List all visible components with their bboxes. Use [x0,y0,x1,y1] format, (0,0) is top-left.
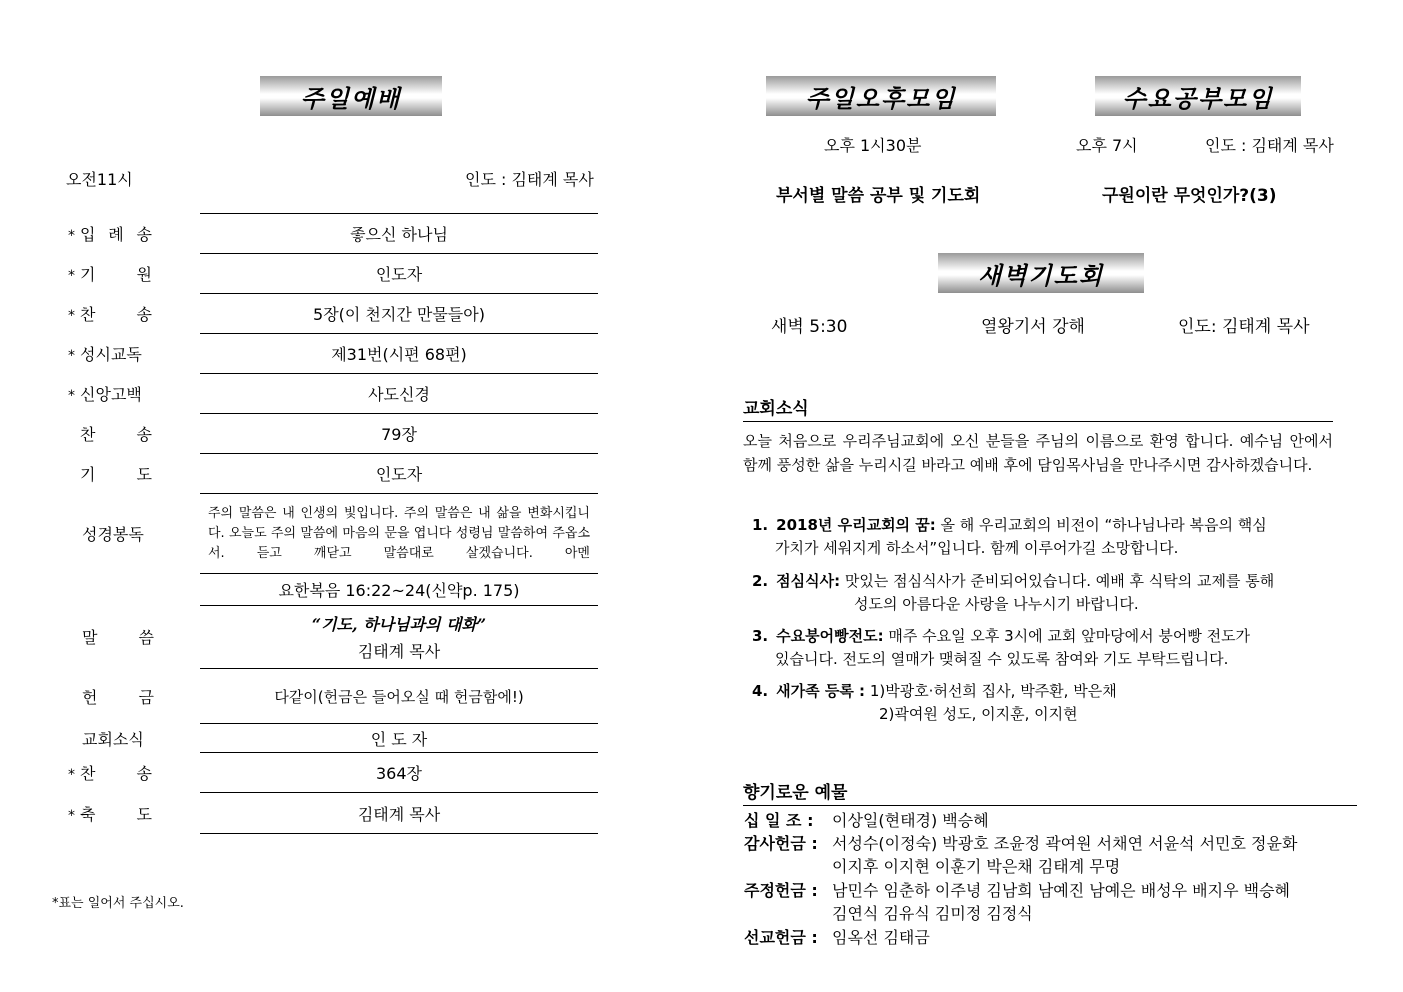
wednesday-topic: 구원이란 무엇인가?(3) [1102,186,1277,206]
news-cell [200,724,598,752]
offering-row [744,879,1290,925]
order-row [60,253,600,293]
news-value: 인 도 자 [370,729,428,749]
order-row [60,373,600,413]
news-item-title: 2018년 우리교회의 꿈: [776,516,936,534]
offerings-heading: 향기로운 예물 [743,778,1357,806]
order-label-text: 신 앙 고 백 [80,384,142,404]
sermon-title: “기도, 하나님과의 대화” [311,615,487,634]
news-item: 2. 점심식사: 맛있는 점심식사가 준비되어있습니다. 예배 후 식탁의 교제를 통해 성도의 아름다운 사랑을 나누시기 바랍니다. [752,572,1275,613]
offering-names: 이지후 이지현 이훈기 박은채 김태계 무명 [832,857,1121,876]
blessing-cell [200,792,598,834]
order-label: * 성 시 교 독 [60,342,200,365]
offering-value: 다같이(헌금은 들어오실 때 헌금함에!) [274,687,524,706]
order-value: 79장 [200,413,598,453]
worship-order-table [60,213,600,834]
news-item: 1. 2018년 우리교회의 꿈: 올 해 우리교회의 비전이 “하나님나라 복음의 핵심 가치가 세워지게 하소서”입니다. 함께 이루어가길 소망합니다. [752,516,1267,557]
church-news-heading: 교회소식 [743,394,1333,422]
offering-row [744,926,930,949]
order-row [60,213,600,253]
order-row-offering [60,668,600,724]
sunday-time: 오전11시 [66,170,133,189]
order-row-sermon [60,605,600,668]
order-label: * 찬 송 [60,302,200,325]
sunday-leader: 인도 : 김태계 목사 [465,170,594,189]
wednesday-title: 수요공부모임 [1095,76,1301,116]
order-label: * 기 원 [60,262,200,285]
offering-row [744,832,1297,878]
offering-names: 이상일(현태경) 백승혜 [832,811,989,830]
order-value: 5장(이 천지간 만물들아) [200,293,598,333]
church-news-intro: 오늘 처음으로 우리주님교회에 오신 분들을 주님의 이름으로 환영 합니다. 예수님 안에서 함께 풍성한 삶을 누리시길 바라고 예배 후에 담임목사님을 만나주시면 감사하겠습니다. [743,432,1333,474]
offering-label: 주정헌금 : [744,881,818,900]
order-label-text: 성 시 교 독 [80,344,142,364]
order-label [60,462,200,485]
offering-names: 남민수 임춘하 이주녕 김남희 남예진 남예은 배성우 배지우 백승혜 [832,881,1291,900]
order-row-reading [60,493,600,573]
order-row [60,453,600,493]
offering-label: 십 일 조 : [744,811,814,830]
order-label: * 신 앙 고 백 [60,382,200,405]
news-item: 4. 새가족 등록 : 1)박광호·허선희 집사, 박주환, 박은채 2)곽여원 성도, 이지훈, 이지현 [752,682,1117,723]
sermon-preacher: 김태계 목사 [357,642,441,661]
news-item: 3. 수요붕어빵전도: 매주 수요일 오후 3시에 교회 앞마당에서 붕어빵 전도가 있습니다. 전도의 열매가 맺혀질 수 있도록 참여와 기도 부탁드립니다. [752,627,1251,668]
order-label-text: 기 도 [80,464,152,484]
order-label: * 입 례 송 [60,222,200,245]
afternoon-time: 오후 1시30분 [824,136,922,155]
news-item-title: 점심식사: [776,572,841,590]
passage: 요한복음 16:22~24(신약p. 175) [278,581,520,600]
sunday-worship-title: 주일예배 [260,76,442,116]
dawn-topic: 열왕기서 강해 [981,317,1085,337]
order-value: 인도자 [200,253,598,293]
news-item-title: 새가족 등록 : [776,682,866,700]
order-label: 말 씀 [82,628,154,647]
order-row-hymn2: * 찬 송 364장 [60,752,600,792]
order-row [60,333,600,373]
order-label-text: 입 례 송 [80,224,152,244]
order-label-text: 찬 송 [80,304,152,324]
order-label-text: 찬 송 [80,424,152,444]
passage-cell [200,573,598,605]
order-row-news [60,724,600,752]
hymn2-value: 364장 [376,764,422,783]
offering-cell [200,668,598,724]
order-value: 제31번(시편 68편) [200,333,598,373]
dawn-title: 새벽기도회 [938,253,1144,293]
reading-desc-cell [200,493,598,573]
order-row [60,413,600,453]
order-row-passage [60,573,600,605]
hymn2-cell [200,752,598,792]
dawn-time: 새벽 5:30 [771,317,848,337]
offering-names: 임옥선 김태금 [832,928,930,947]
wednesday-time: 오후 7시 [1076,136,1138,155]
news-item-title: 수요붕어빵전도: [776,627,884,645]
order-label [60,422,200,445]
reading-desc: 주의 말씀은 내 인생의 빛입니다. 주의 말씀은 내 삶을 변화시킵니다. 오늘도 주의 말씀에 마음의 문을 엽니다 성령님 말씀하여 주옵소서. 듣고 깨닫고 말씀대로 살겠습니다. 아멘 [208,505,590,561]
order-label-text: 기 원 [80,264,152,284]
afternoon-topic: 부서별 말씀 공부 및 기도회 [776,186,981,206]
order-row [60,293,600,333]
sermon-cell [200,605,598,668]
order-label: 헌 금 [82,687,154,707]
order-label: 축 도 [80,804,152,824]
offering-names: 서성수(이정숙) 박광호 조윤정 곽여원 서채연 서윤석 서민호 정윤화 [832,834,1298,853]
order-value: 사도신경 [200,373,598,413]
order-value: 인도자 [200,453,598,493]
standing-footnote: *표는 일어서 주십시오. [52,896,184,911]
order-label: 교회소식 [82,729,144,749]
afternoon-title: 주일오후모임 [766,76,996,116]
offering-names: 김연식 김유식 김미정 김정식 [832,904,1033,923]
blessing-value: 김태계 목사 [357,804,441,824]
order-row-blessing: * 축 도 김태계 목사 [60,792,600,834]
wednesday-leader: 인도 : 김태계 목사 [1205,136,1334,155]
offering-row [744,809,989,832]
offering-label: 감사헌금 : [744,834,818,853]
offering-label: 선교헌금 : [744,928,818,947]
order-label: 성경봉독 [82,524,144,544]
dawn-leader: 인도: 김태계 목사 [1178,317,1310,337]
order-value: 좋으신 하나님 [200,213,598,253]
order-label: 찬 송 [80,763,152,783]
